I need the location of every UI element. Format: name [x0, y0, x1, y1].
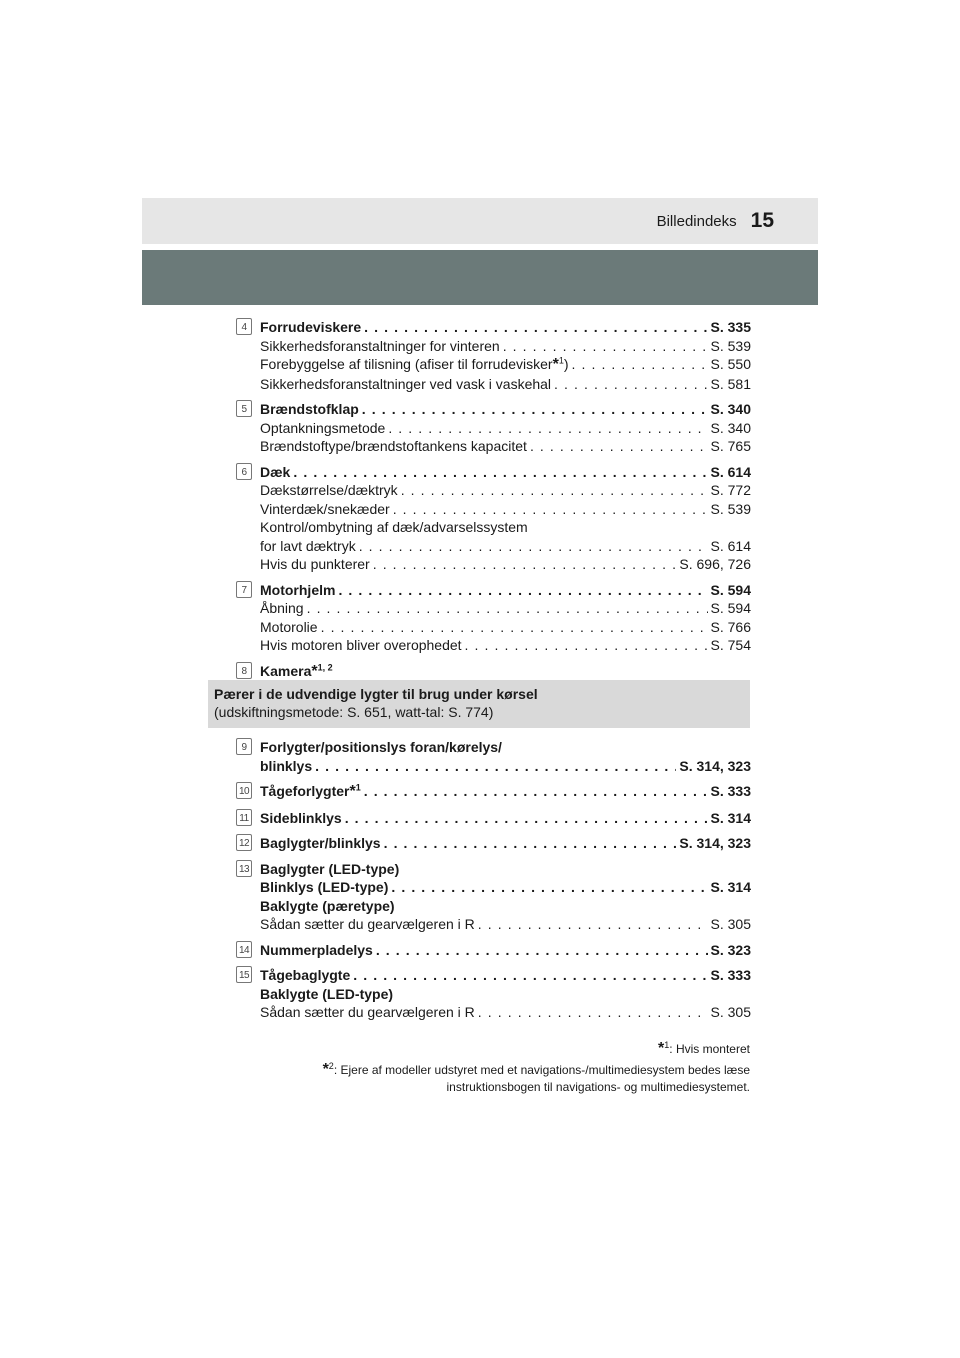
page-reference: S. 614: [710, 537, 751, 554]
entry-label: [260, 400, 359, 419]
footnote-mark: 2: [328, 1061, 334, 1071]
footnote-text: : Hvis monteret: [669, 1042, 750, 1056]
page-reference: S. 340: [710, 401, 751, 417]
page-reference: S. 335: [710, 319, 751, 335]
entry-text: Dæk: [260, 463, 291, 480]
entry-label: [260, 985, 393, 1004]
page-reference: S. 333: [710, 967, 751, 983]
dot-leader: [307, 599, 708, 618]
page-reference: S. 314, 323: [679, 757, 751, 774]
page-reference: S. 765: [710, 438, 751, 454]
dot-leader: [384, 834, 677, 853]
footnote-text: : Ejere af modeller udstyret med et navigations-/multimediesystem bedes læse instruktionsbogen til navigations- og multimediesystemet.: [333, 1063, 750, 1094]
page-reference: S. 754: [710, 637, 751, 653]
page-header: [142, 198, 818, 244]
dot-leader: [401, 481, 708, 500]
page-reference: S. 305: [710, 1004, 751, 1020]
entry-text: Tågebaglygte: [260, 967, 351, 983]
dot-leader: [362, 400, 708, 419]
index-line: [260, 537, 751, 556]
page-reference: S. 314: [710, 809, 751, 826]
item-number-badge: 7: [236, 581, 252, 598]
entry-text: Forebyggelse af tilisning (afiser til forrudevisker: [260, 356, 553, 372]
entry-text: Sådan sætter du gearvælgeren i R: [260, 1004, 475, 1020]
index-line: [260, 915, 751, 934]
page-reference: S. 323: [710, 941, 751, 958]
entry-label: [260, 809, 342, 828]
entry-text: Brændstofklap: [260, 401, 359, 417]
index-entry: [236, 581, 751, 655]
footnote-star: *: [349, 783, 356, 800]
item-number-badge: 15: [236, 966, 252, 983]
dot-leader: [345, 809, 708, 828]
item-number-badge: 8: [236, 662, 252, 679]
page-reference: S. 539: [710, 500, 751, 517]
index-line: [260, 599, 751, 618]
item-number-badge: 11: [236, 809, 252, 826]
index-entry: [236, 782, 751, 802]
page-reference: S. 333: [710, 783, 751, 799]
dot-leader: [465, 636, 708, 655]
entry-text: Forlygter/positionslys foran/kørelys/: [260, 739, 502, 755]
section-box: [208, 680, 750, 728]
index-line: [260, 463, 751, 482]
index-line: [260, 375, 751, 394]
entry-text: Optankningsmetode: [260, 419, 386, 436]
item-number-badge: 9: [236, 738, 252, 755]
index-line: [260, 782, 751, 802]
entry-label: [260, 555, 370, 574]
dot-leader: [530, 437, 708, 456]
index-line: [260, 437, 751, 456]
entry-text: Dækstørrelse/dæktryk: [260, 482, 398, 498]
index-line: [260, 941, 751, 960]
entry-label: [260, 355, 569, 375]
index-entry: [236, 738, 751, 775]
index-line: [260, 518, 751, 537]
index-line: [260, 860, 751, 879]
index-entry: [236, 400, 751, 456]
dot-leader: [478, 1003, 708, 1022]
entry-text: Hvis du punkterer: [260, 556, 370, 572]
entry-label: [260, 878, 388, 897]
index-entry: [236, 662, 751, 682]
entry-text: blinklys: [260, 757, 313, 774]
dot-leader: [321, 618, 708, 637]
index-line: [260, 400, 751, 419]
dot-leader: [572, 355, 708, 374]
entry-text: Forrudeviskere: [260, 319, 362, 335]
index-entry: [236, 809, 751, 828]
index-entry: [236, 941, 751, 960]
item-number-badge: 14: [236, 941, 252, 958]
entry-text: Brændstoftype/brændstoftankens kapacitet: [260, 438, 527, 454]
dot-leader: [338, 581, 707, 600]
entry-text: Hvis motoren bliver overophedet: [260, 637, 462, 653]
dot-leader: [364, 782, 708, 801]
dot-leader: [393, 500, 708, 519]
entry-text: Baklygte (LED-type): [260, 985, 394, 1002]
entry-label: [260, 537, 356, 556]
footnote-mark: 1: [664, 1040, 670, 1050]
page-reference: S. 614: [710, 463, 751, 480]
entry-text: Motorolie: [260, 618, 318, 635]
entry-label: [260, 437, 527, 456]
index-entry: [236, 860, 751, 934]
item-number-badge: 4: [236, 318, 252, 335]
dot-leader: [293, 463, 707, 482]
entry-label: [260, 662, 333, 682]
index-entry: [236, 834, 751, 853]
dot-leader: [391, 878, 707, 897]
entry-text: for lavt dæktryk: [260, 537, 356, 554]
index-line: [260, 738, 751, 757]
entry-label: [260, 599, 304, 618]
entry-label: [260, 518, 528, 537]
header-band: [142, 250, 818, 305]
item-number-badge: 5: [236, 400, 252, 417]
index-line: [260, 500, 751, 519]
index-line: [260, 897, 751, 916]
index-line: [260, 809, 751, 828]
entry-label: [260, 860, 399, 879]
index-line: [260, 878, 751, 897]
entry-label: [260, 618, 318, 637]
item-number-badge: 13: [236, 860, 252, 877]
index-line: [260, 834, 751, 853]
entry-label: [260, 375, 551, 394]
dot-leader: [315, 757, 676, 776]
footnotes: [240, 1040, 750, 1099]
page-reference: S. 305: [710, 916, 751, 932]
footnote-ref: 1, 2: [317, 661, 333, 672]
entry-label: [260, 738, 502, 757]
index-line: [260, 555, 751, 574]
footnote-star: *: [658, 1040, 665, 1057]
entry-label: [260, 1003, 475, 1022]
dot-leader: [359, 537, 708, 556]
page-reference: S. 766: [710, 618, 751, 635]
entry-text: Baklygte (pæretype): [260, 897, 395, 914]
section-title: Pærer i de udvendige lygter til brug under kørsel: [214, 686, 538, 702]
item-number-badge: 6: [236, 463, 252, 480]
page-reference: S. 340: [710, 419, 751, 436]
dot-leader: [388, 419, 707, 438]
section-subtitle: (udskiftningsmetode: S. 651, watt-tal: S. 774): [214, 704, 494, 720]
entry-label: [260, 500, 390, 519]
index-line: [260, 636, 751, 655]
page-reference: S. 581: [710, 375, 751, 392]
entry-text: Kontrol/ombytning af dæk/advarselssystem: [260, 519, 528, 535]
entry-label: [260, 318, 361, 337]
item-number-badge: 10: [236, 782, 252, 799]
dot-leader: [478, 915, 708, 934]
entry-text: Sikkerhedsforanstaltninger for vinteren: [260, 337, 500, 354]
page-reference: S. 594: [710, 600, 751, 616]
index-line: [260, 618, 751, 637]
item-number-badge: 12: [236, 834, 252, 851]
dot-leader: [373, 555, 677, 574]
page-reference: S. 696, 726: [679, 556, 751, 572]
entry-label: [260, 757, 312, 776]
entry-text: Blinklys (LED-type): [260, 879, 389, 895]
entry-text: Sikkerhedsforanstaltninger ved vask i vaskehal: [260, 375, 552, 392]
entry-label: [260, 941, 373, 960]
entry-text: Tågeforlygter: [260, 783, 350, 799]
index-line: [260, 985, 751, 1004]
dot-leader: [364, 318, 707, 337]
index-line: [260, 581, 751, 600]
footnote: [240, 1040, 750, 1058]
index-line: [260, 355, 751, 375]
index-line: [260, 966, 751, 985]
entry-text: Nummerpladelys: [260, 941, 373, 958]
page-reference: S. 594: [710, 581, 751, 598]
footnote: [240, 1061, 750, 1096]
index-line: [260, 337, 751, 356]
entry-label: [260, 897, 395, 916]
entry-label: [260, 915, 475, 934]
index-line: [260, 481, 751, 500]
index-line: [260, 1003, 751, 1022]
footnote-star: *: [322, 1061, 329, 1078]
page-reference: S. 314: [710, 879, 751, 895]
footnote-star: *: [311, 662, 318, 680]
index-line: [260, 318, 751, 337]
entry-label: [260, 782, 361, 802]
footnote-ref: 1: [355, 782, 361, 793]
page-reference: S. 539: [710, 337, 751, 354]
entry-text: Vinterdæk/snekæder: [260, 500, 390, 517]
entry-label: [260, 419, 385, 438]
footnote-ref: 1: [558, 355, 564, 366]
index-entry: [236, 318, 751, 393]
page-reference: S. 314, 323: [679, 835, 751, 851]
entry-text: Åbning: [260, 600, 304, 616]
entry-label: [260, 636, 462, 655]
page-reference: S. 772: [710, 482, 751, 498]
entry-suffix: ): [563, 356, 569, 372]
entry-label: [260, 966, 350, 985]
dot-leader: [376, 941, 708, 960]
entry-label: [260, 463, 290, 482]
entry-label: [260, 337, 500, 356]
entry-text: Sideblinklys: [260, 809, 342, 826]
page-reference: S. 550: [710, 356, 751, 372]
index-entry: [236, 966, 751, 1022]
index-line: [260, 662, 751, 682]
page-number: 15: [750, 209, 774, 232]
footnote-star: *: [552, 356, 559, 373]
entry-label: [260, 581, 335, 600]
index-entry: [236, 463, 751, 574]
header-title: Billedindeks: [656, 212, 737, 230]
index-line: [260, 757, 751, 776]
index-list-top: [236, 318, 751, 688]
dot-leader: [503, 337, 708, 356]
index-list-bottom: [236, 738, 751, 1029]
index-line: [260, 419, 751, 438]
dot-leader: [554, 375, 707, 394]
dot-leader: [353, 966, 707, 985]
entry-text: Kamera: [260, 662, 312, 679]
entry-label: [260, 481, 398, 500]
entry-text: Sådan sætter du gearvælgeren i R: [260, 916, 475, 932]
entry-text: Motorhjelm: [260, 581, 336, 598]
entry-label: [260, 834, 381, 853]
entry-text: Baglygter (LED-type): [260, 860, 400, 877]
entry-text: Baglygter/blinklys: [260, 835, 381, 851]
